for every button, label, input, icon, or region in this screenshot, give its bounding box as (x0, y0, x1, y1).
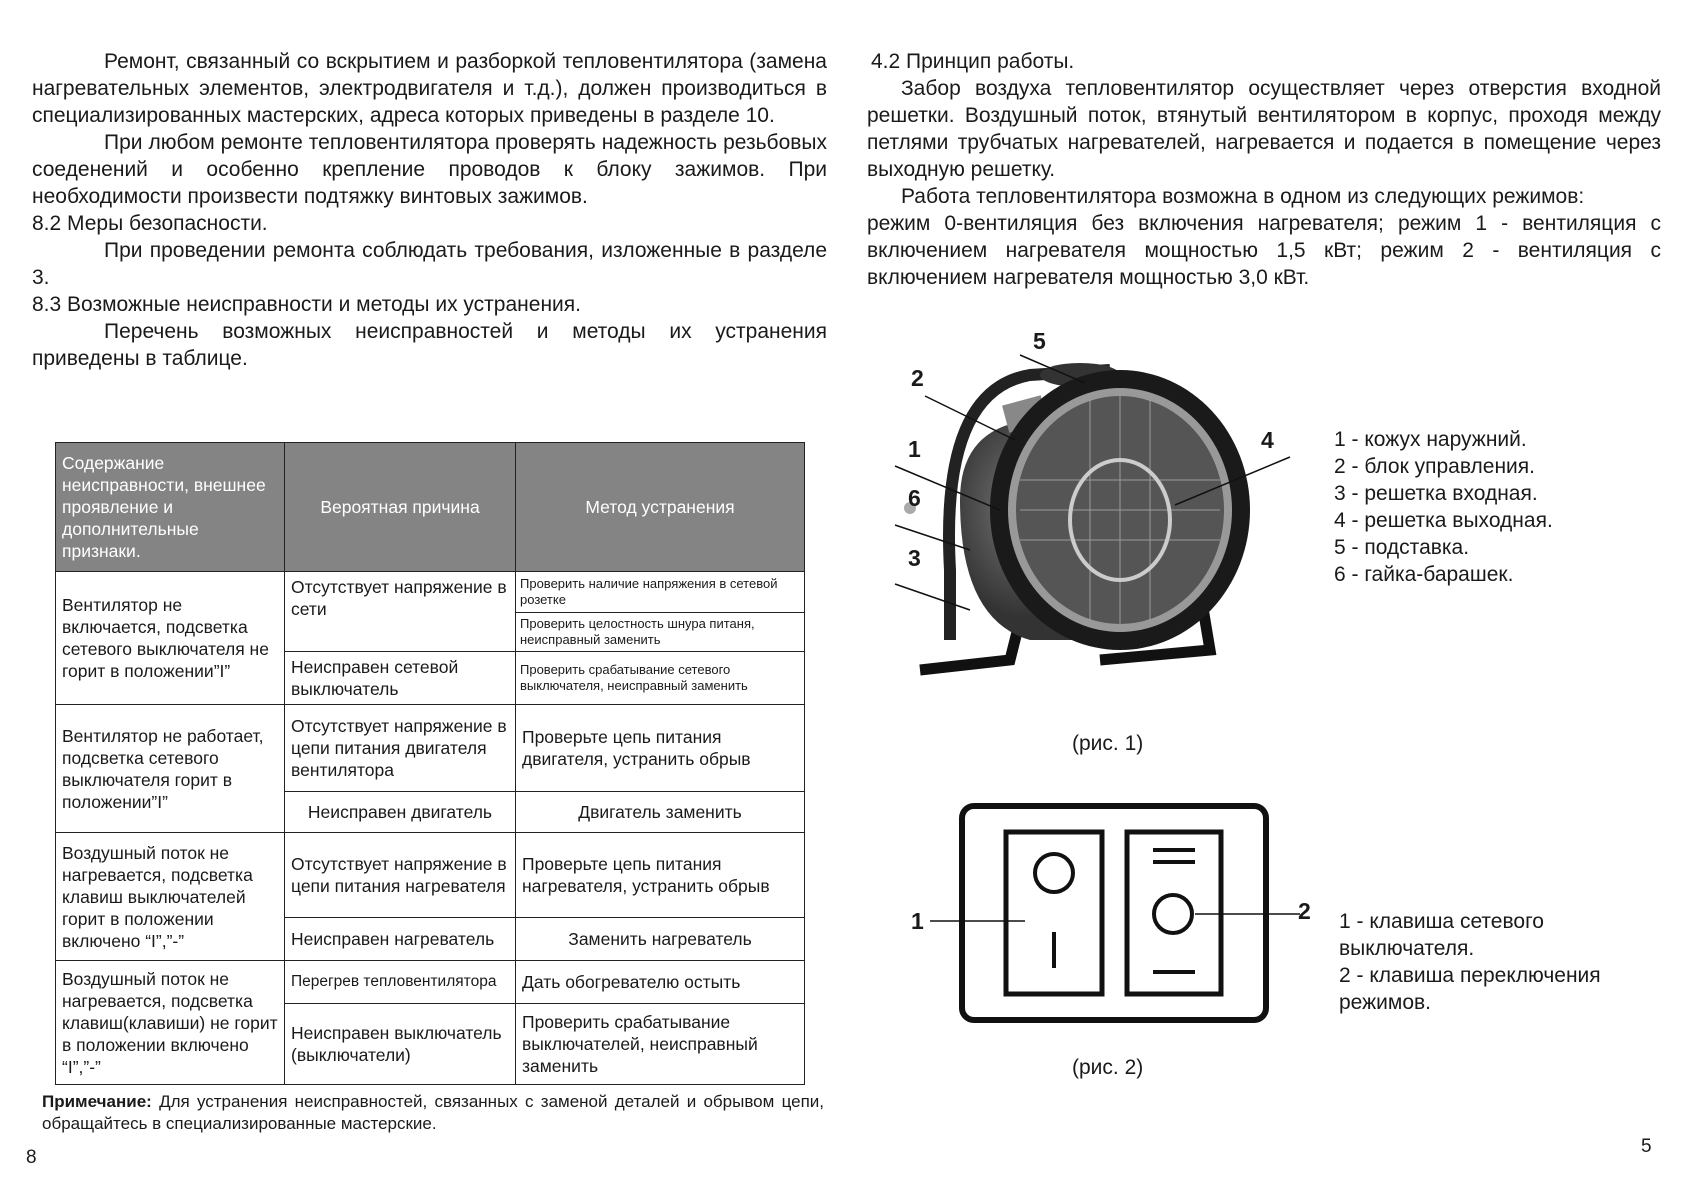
power-switch-key (1006, 832, 1102, 994)
legend-item: 1 - клавиша сетевого выключателя. (1339, 910, 1544, 960)
cause-cell: Отсутствует напряжение в цепи питания двигателя вентилятора (285, 705, 516, 792)
paragraph: Ремонт, связанный со вскрытием и разборкой тепловентилятора (замена нагревательных элементов, электродвигателя и т.д.), должен производиться в специализированных мастерских, адреса которых приведены в разделе 10. (32, 50, 827, 127)
paragraph: режим 0-вентиляция без включения нагревателя; режим 1 - вентиляция с включением нагревателя мощностью 1,5 кВт; режим 2 - вентиляция с включением нагревателя мощностью 3,0 кВт. (867, 212, 1661, 289)
section-heading: 8.3 Возможные неисправности и методы их устранения. (32, 293, 581, 316)
cause-cell: Неисправен выключатель (выключатели) (285, 1004, 516, 1085)
cause-cell: Неисправен двигатель (285, 792, 516, 833)
header-cause: Вероятная причина (285, 443, 516, 572)
off-symbol-icon (1035, 854, 1073, 892)
method-cell: Проверить наличие напряжения в сетевой розетке (516, 572, 805, 613)
method-cell: Проверьте цепь питания нагревателя, устранить обрыв (516, 833, 805, 918)
header-method: Метод устранения (516, 443, 805, 572)
callout-5: 5 (1033, 328, 1046, 354)
mode-switch-key (1127, 832, 1221, 994)
method-cell: Проверить срабатывание выключателей, неисправный заменить (516, 1004, 805, 1085)
paragraph: Работа тепловентилятора возможна в одном из следующих режимов: (901, 185, 1585, 208)
callout-switch-2: 2 (1298, 898, 1311, 924)
paragraph: Перечень возможных неисправностей и методы их устранения приведены в таблице. (32, 320, 827, 370)
callout-1: 1 (908, 436, 921, 462)
symptom-cell: Вентилятор не включается, подсветка сетевого выключателя не горит в положении”I” (56, 572, 285, 705)
section-heading: 8.2 Меры безопасности. (32, 212, 268, 235)
legend-item: 2 - блок управления. (1334, 455, 1535, 478)
page-number-left: 8 (26, 1147, 37, 1168)
legend-item: 2 - клавиша переключения режимов. (1339, 964, 1601, 1014)
figure1-caption: (рис. 1) (1072, 732, 1144, 755)
method-cell: Проверить срабатывание сетевого выключателя, неисправный заменить (516, 652, 805, 705)
callout-3: 3 (908, 545, 921, 571)
symptom-cell: Воздушный поток не нагревается, подсветка клавиш выключателей горит в положении включено “I”,”-” (56, 833, 285, 961)
cause-cell: Неисправен нагреватель (285, 918, 516, 961)
method-cell: Проверьте цепь питания двигателя, устранить обрыв (516, 705, 805, 792)
symptom-cell: Воздушный поток не нагревается, подсветка клавиш(клавиши) не горит в положении включено “I”,”-” (56, 961, 285, 1085)
section-heading: 4.2 Принцип работы. (871, 50, 1075, 73)
cause-cell: Отсутствует напряжение в цепи питания нагревателя (285, 833, 516, 918)
method-cell: Двигатель заменить (516, 792, 805, 833)
note-label: Примечание: (42, 1092, 152, 1111)
page-number-right: 5 (1641, 1136, 1652, 1157)
method-cell: Заменить нагреватель (516, 918, 805, 961)
method-cell: Проверить целостность шнура питаня, неисправный заменить (516, 613, 805, 652)
cause-cell: Неисправен сетевой выключатель (285, 652, 516, 705)
figure2-caption: (рис. 2) (1072, 1056, 1144, 1079)
callout-switch-1: 1 (911, 908, 924, 934)
callout-2: 2 (911, 365, 924, 391)
paragraph: При проведении ремонта соблюдать требования, изложенные в разделе 3. (32, 239, 827, 289)
cause-cell: Отсутствует напряжение в сети (285, 572, 516, 652)
paragraph: При любом ремонте тепловентилятора проверять надежность резьбовых соеденений и особенно крепление проводов к блоку зажимов. При необходимости произвести подтяжку винтовых зажимов. (32, 131, 827, 208)
note-text: Для устранения неисправностей, связанных с заменой деталей и обрывом цепи, обращайтесь в специализированные мастерские. (42, 1092, 824, 1133)
legend-item: 3 - решетка входная. (1334, 482, 1538, 505)
header-symptom: Содержание неисправности, внешнее проявление и дополнительные признаки. (56, 443, 285, 572)
callout-6: 6 (908, 485, 921, 511)
legend-item: 5 - подставка. (1334, 536, 1470, 559)
method-cell: Дать обогревателю остыть (516, 961, 805, 1004)
mode0-symbol-icon (1154, 895, 1192, 933)
legend-item: 4 - решетка выходная. (1334, 509, 1553, 532)
figure2-legend (1339, 908, 1659, 1016)
symptom-cell: Вентилятор не работает, подсветка сетевого выключателя горит в положении”I” (56, 705, 285, 833)
legend-item: 1 - кожух наружний. (1334, 428, 1527, 451)
legend-item: 6 - гайка-барашек. (1334, 563, 1514, 586)
paragraph: Забор воздуха тепловентилятор осуществляет через отверстия входной решетки. Воздушный поток, втянутый вентилятором в корпус, проходя между петлями трубчатых нагревателей, нагревается и подается в помещение через выходную решетку. (867, 77, 1661, 181)
cause-cell: Перегрев тепловентилятора (285, 961, 516, 1004)
callout-4: 4 (1261, 427, 1274, 453)
